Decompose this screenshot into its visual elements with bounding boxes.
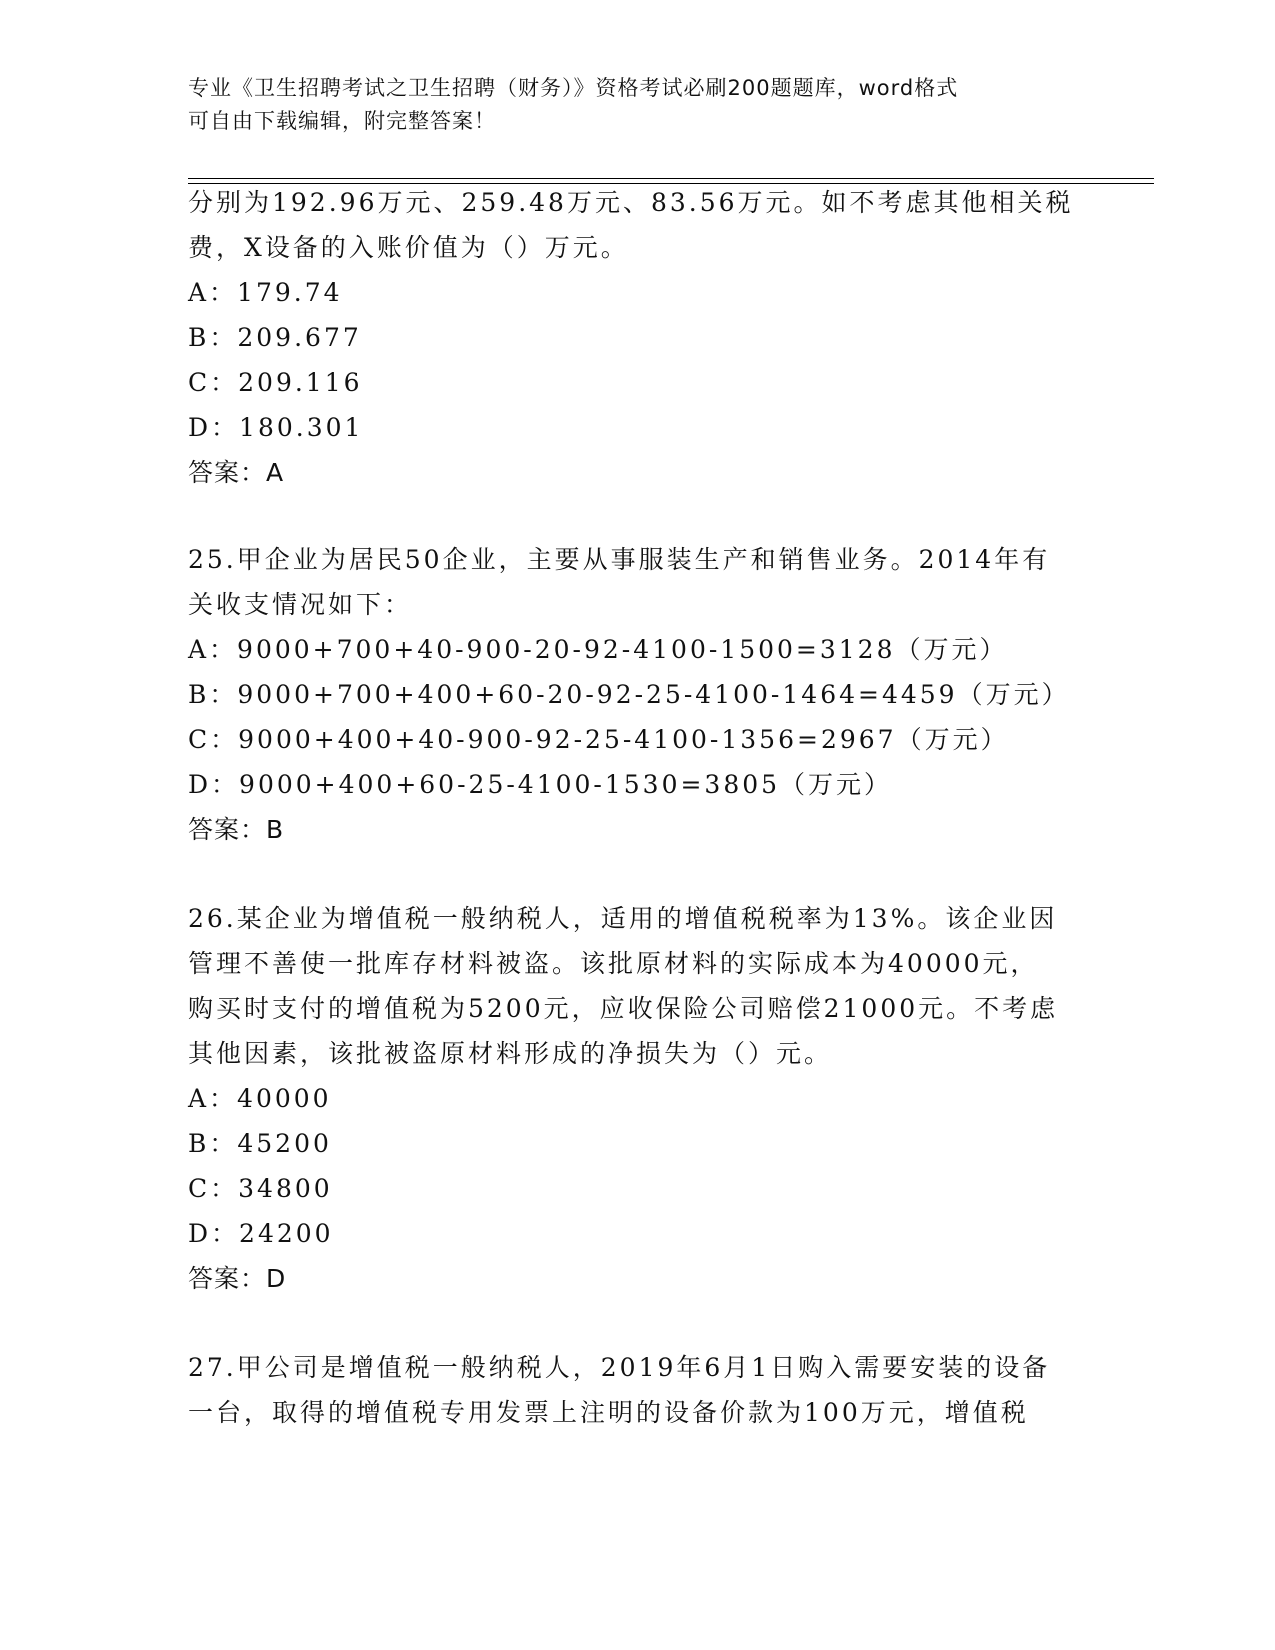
header-title-line-2: 可自由下载编辑，附完整答案！ xyxy=(188,109,496,133)
question-26-block xyxy=(188,896,1088,1301)
question-25-answer: 答案：B xyxy=(188,815,285,844)
question-27-text-line-2: 一台，取得的增值税专用发票上注明的设备价款为100万元，增值税 xyxy=(188,1398,1029,1427)
question-26-text-line-3: 购买时支付的增值税为5200元，应收保险公司赔偿21000元。不考虑 xyxy=(188,994,1059,1023)
question-24-block xyxy=(188,180,1088,495)
question-27-block xyxy=(188,1345,1088,1435)
question-26-text-line-4: 其他因素，该批被盗原材料形成的净损失为（）元。 xyxy=(188,1039,833,1068)
question-26-option-d: D：24200 xyxy=(188,1219,334,1248)
question-26-text-line-2: 管理不善使一批库存材料被盗。该批原材料的实际成本为40000元， xyxy=(188,949,1039,978)
document-header xyxy=(188,72,1068,138)
question-25-option-b: B：9000+700+400+60-20-92-25-4100-1464=4459（万元） xyxy=(188,680,1070,709)
question-24-text-line-1: 分别为192.96万元、259.48万元、83.56万元。如不考虑其他相关税 xyxy=(188,188,1074,217)
question-24-text-line-2: 费，X设备的入账价值为（）万元。 xyxy=(188,233,629,262)
question-26-option-c: C：34800 xyxy=(188,1174,333,1203)
question-25-option-a: A：9000+700+40-900-20-92-4100-1500=3128（万元） xyxy=(188,635,1008,664)
question-26-option-b: B：45200 xyxy=(188,1129,332,1158)
header-divider-top xyxy=(188,178,1154,179)
question-24-option-b: B：209.677 xyxy=(188,323,362,352)
question-27-text-line-1: 27.甲公司是增值税一般纳税人，2019年6月1日购入需要安装的设备 xyxy=(188,1353,1051,1382)
question-25-text-line-1: 25.甲企业为居民50企业，主要从事服装生产和销售业务。2014年有 xyxy=(188,545,1051,574)
question-24-option-a: A：179.74 xyxy=(188,278,343,307)
question-26-option-a: A：40000 xyxy=(188,1084,332,1113)
question-25-block xyxy=(188,537,1088,852)
question-26-text-line-1: 26.某企业为增值税一般纳税人，适用的增值税税率为13%。该企业因 xyxy=(188,904,1058,933)
question-24-option-d: D：180.301 xyxy=(188,413,364,442)
question-25-option-c: C：9000+400+40-900-92-25-4100-1356=2967（万元） xyxy=(188,725,1009,754)
header-title-line-1: 专业《卫生招聘考试之卫生招聘（财务）》资格考试必刷200题题库，word格式 xyxy=(188,76,959,100)
question-25-option-d: D：9000+400+60-25-4100-1530=3805（万元） xyxy=(188,770,893,799)
question-25-text-line-2: 关收支情况如下： xyxy=(188,590,413,619)
question-24-answer: 答案：A xyxy=(188,458,285,487)
question-26-answer: 答案：D xyxy=(188,1264,287,1293)
question-24-option-c: C：209.116 xyxy=(188,368,363,397)
